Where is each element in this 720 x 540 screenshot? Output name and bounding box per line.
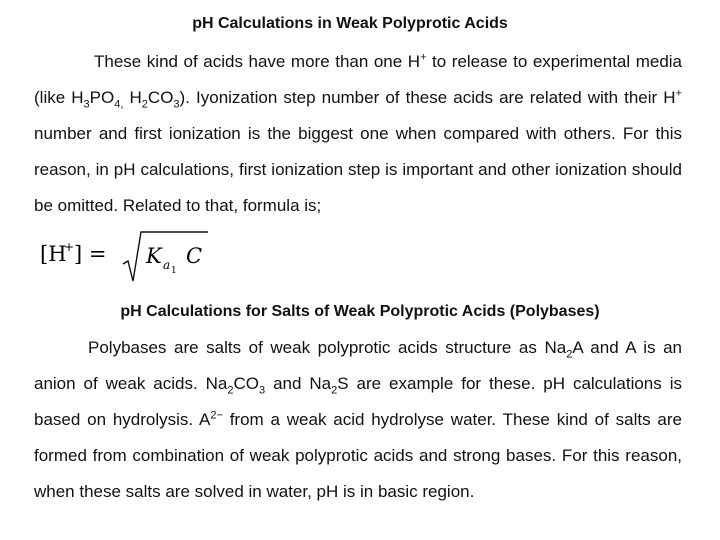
text-run: from a weak acid hydrolyse water. These kind of salts are formed from combination of weak polyprotic acids and strong bases. For this reason, when these salts are solved in water, pH is in basic region. [34,410,682,501]
formula-c: C [186,244,203,268]
formula-lhs-close: ] = [74,242,107,266]
subscript: 2 [331,384,338,397]
formula-svg [38,226,218,286]
superscript: + [675,87,683,100]
subscript: 2 [227,384,234,397]
subscript: 3 [173,98,180,111]
text-run: Polybases are salts of weak polyprotic acids structure as Na [88,338,567,357]
text-run: number and first ionization is the biggest one when compared with others. For this reason, in pH calculations, first ionization step is important and other ionization should be omitted. Related to that, formula is; [34,124,682,215]
text-run: and Na [265,374,332,393]
text-run: CO [233,374,259,393]
text-run: A and A is an anion of weak acids. Na [34,338,682,393]
formula-hydrogen-ion [38,226,218,286]
text-run: S are example for these. pH calculations is based on hydrolysis. A [34,374,682,429]
subscript: 4, [114,98,124,111]
subscript: 2 [566,348,573,361]
paragraph-polybases [34,330,682,510]
formula-lhs-sup: + [64,240,75,254]
formula-k-subsub: 1 [171,266,177,276]
text-run: ). Iyonization step number of these acids are related with their H [179,88,676,107]
text-run: These kind of acids have more than one H [94,52,421,71]
text-run: PO [89,88,115,107]
text-run: H [123,88,142,107]
text-run: to release to experimental media (like H [34,52,683,107]
text-run: CO [147,88,174,107]
subscript: 3 [259,384,266,397]
section-title-weak-polyprotic-acids: pH Calculations in Weak Polyprotic Acids [192,15,508,32]
section-title-polybases: pH Calculations for Salts of Weak Polyprotic Acids (Polybases) [120,303,600,320]
formula-k-sub: a [163,258,171,272]
superscript: + [420,51,427,64]
formula-lhs: [H [40,242,67,266]
superscript: 2− [210,409,223,422]
paragraph-weak-polyprotic-acids [34,44,682,224]
subscript: 3 [83,98,90,111]
formula-k: K [146,244,162,268]
subscript: 2 [141,98,148,111]
